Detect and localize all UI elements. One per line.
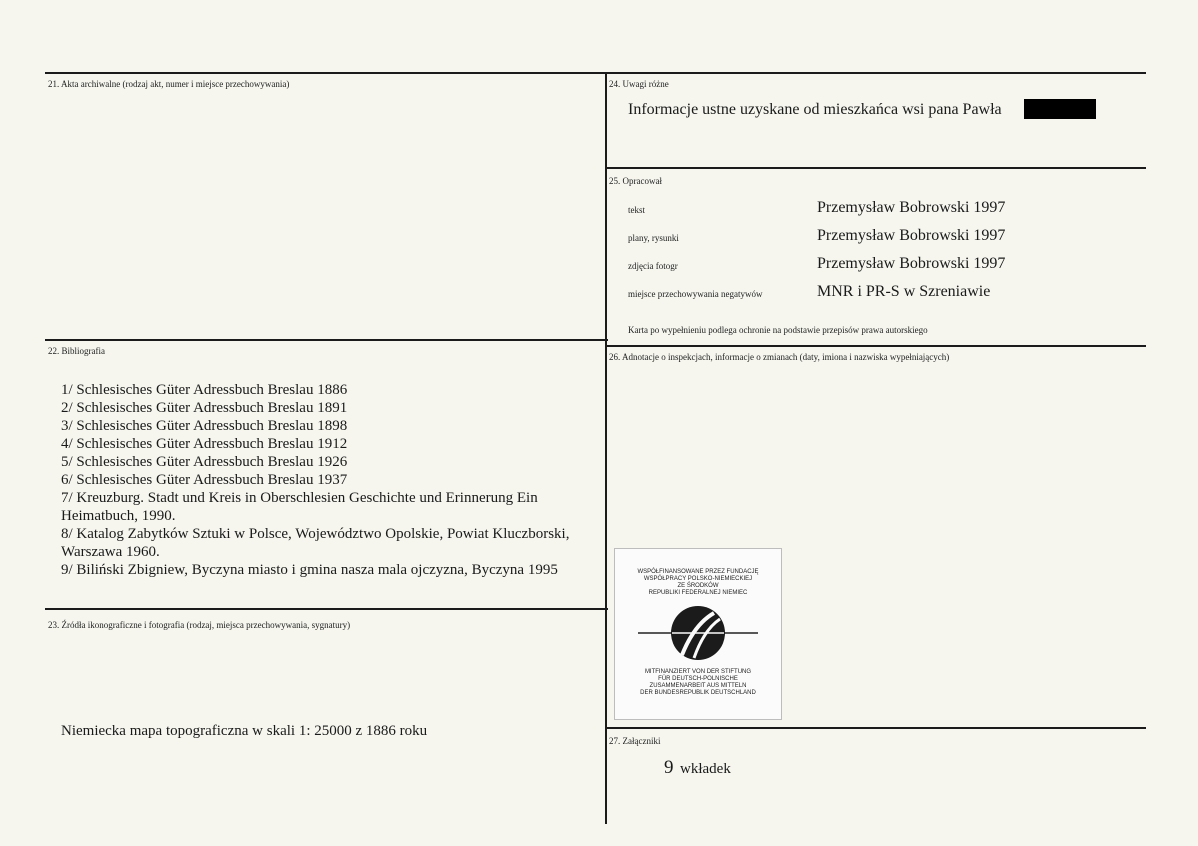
attachments-text: wkładek xyxy=(680,761,731,777)
section-27-label: 27. Załączniki xyxy=(609,736,661,746)
stamp-line: ZUSAMMENARBEIT AUS MITTELN xyxy=(649,683,747,689)
author-plans-value: Przemysław Bobrowski 1997 xyxy=(817,227,1006,244)
redaction-box xyxy=(1024,99,1096,119)
author-plans-key: plany, rysunki xyxy=(628,233,679,243)
negatives-location-value: MNR i PR-S w Szreniawie xyxy=(817,283,991,300)
stamp-line: REPUBLIKI FEDERALNEJ NIEMIEC xyxy=(648,590,748,596)
stamp-line: ZE ŚRODKÓW xyxy=(677,583,719,589)
bibliography-item: Heimatbuch, 1990. xyxy=(61,508,176,524)
section-26-label: 26. Adnotacje o inspekcjach, informacje o zmianach (daty, imiona i nazwiska wypełniających) xyxy=(609,352,950,362)
rule-center-vertical xyxy=(605,72,607,824)
copyright-note: Karta po wypełnieniu podlega ochronie na podstawie przepisów prawa autorskiego xyxy=(628,325,928,335)
stamp-polish-text xyxy=(615,569,781,597)
author-text-value: Przemysław Bobrowski 1997 xyxy=(817,199,1006,216)
bibliography-item: 8/ Katalog Zabytków Sztuki w Polsce, Województwo Opolskie, Powiat Kluczborski, xyxy=(61,526,570,542)
bibliography-item: 9/ Biliński Zbigniew, Byczyna miasto i gmina nasza mala ojczyzna, Byczyna 1995 xyxy=(61,562,558,578)
rule-25-bottom xyxy=(606,345,1146,347)
section-23-text: Niemiecka mapa topograficzna w skali 1: 25000 z 1886 roku xyxy=(61,723,428,739)
negatives-location-key: miejsce przechowywania negatywów xyxy=(628,289,763,299)
bibliography-item: 6/ Schlesisches Güter Adressbuch Breslau 1937 xyxy=(61,472,348,488)
bibliography-item: Warszawa 1960. xyxy=(61,544,160,560)
stamp-line: WSPÓŁFINANSOWANE PRZEZ FUNDACJĘ xyxy=(637,569,759,575)
rule-22-bottom xyxy=(45,608,608,610)
author-photos-value: Przemysław Bobrowski 1997 xyxy=(817,255,1006,272)
stamp-line: FÜR DEUTSCH-POLNISCHE xyxy=(658,676,738,682)
author-photos-key: zdjęcia fotogr xyxy=(628,261,678,271)
bibliography-item: 1/ Schlesisches Güter Adressbuch Breslau 1886 xyxy=(61,382,348,398)
bibliography-item: 7/ Kreuzburg. Stadt und Kreis in Oberschlesien Geschichte und Erinnerung Ein xyxy=(61,490,538,506)
rule-top-left xyxy=(45,72,608,74)
foundation-logo-icon xyxy=(638,603,758,663)
section-23-label: 23. Źródła ikonograficzne i fotografia (rodzaj, miejsca przechowywania, sygnatury) xyxy=(48,620,351,630)
bibliography-item: 3/ Schlesisches Güter Adressbuch Breslau 1898 xyxy=(61,418,348,434)
rule-24-bottom xyxy=(606,167,1146,169)
section-24-label: 24. Uwagi różne xyxy=(609,79,669,89)
attachments-count: 9 xyxy=(664,757,674,778)
section-21-label: 21. Akta archiwalne (rodzaj akt, numer i miejsce przechowywania) xyxy=(48,79,290,89)
rule-26-bottom xyxy=(606,727,1146,729)
bibliography-item: 5/ Schlesisches Güter Adressbuch Breslau 1926 xyxy=(61,454,348,470)
stamp-line: DER BUNDESREPUBLIK DEUTSCHLAND xyxy=(640,690,756,696)
bibliography-item: 4/ Schlesisches Güter Adressbuch Breslau 1912 xyxy=(61,436,348,452)
section-22-label: 22. Bibliografia xyxy=(48,346,105,356)
section-25-label: 25. Opracował xyxy=(609,176,662,186)
foundation-stamp xyxy=(614,548,782,720)
rule-21-bottom xyxy=(45,339,608,341)
rule-top-right xyxy=(606,72,1146,74)
bibliography-item: 2/ Schlesisches Güter Adressbuch Breslau 1891 xyxy=(61,400,348,416)
author-text-key: tekst xyxy=(628,205,645,215)
stamp-german-text xyxy=(615,669,781,697)
bibliography-list xyxy=(61,381,601,579)
stamp-line: MITFINANZIERT VON DER STIFTUNG xyxy=(644,669,752,675)
stamp-line: WSPÓŁPRACY POLSKO-NIEMIECKIEJ xyxy=(643,576,753,582)
section-24-text: Informacje ustne uzyskane od mieszkańca wsi pana Pawła xyxy=(628,101,1002,118)
